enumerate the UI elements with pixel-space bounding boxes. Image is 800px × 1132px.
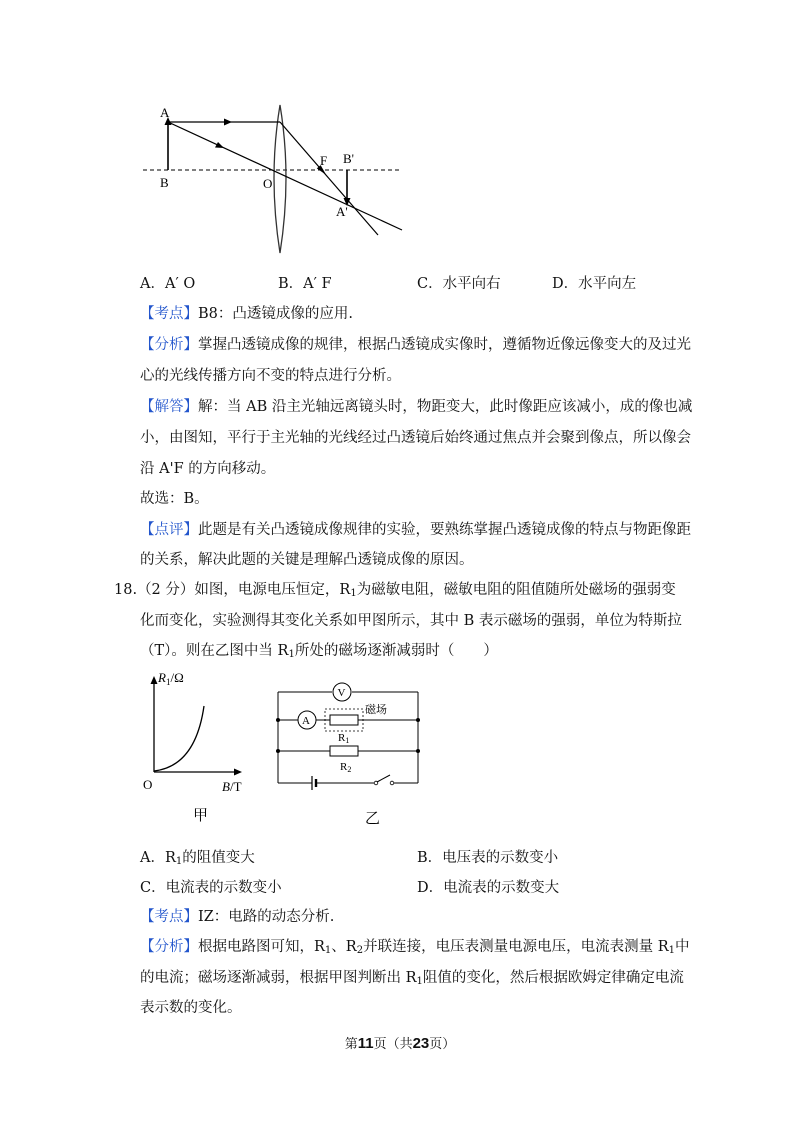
q18-fenxi-line3: 表示数的变化。 — [140, 1000, 242, 1016]
origin-label: O — [143, 777, 153, 792]
label-b: B — [160, 175, 169, 190]
q17-jieda-line2: 小，由图知，平行于主光轴的光线经过凸透镜后始终通过焦点并会聚到像点，所以像会 — [140, 430, 691, 446]
x-axis-label: B/T — [222, 779, 242, 794]
graph-jia — [140, 668, 260, 828]
q17-option-c: C．水平向右 — [417, 276, 501, 292]
q17-answer: 故选：B。 — [140, 491, 209, 507]
q18-option-c: C．电流表的示数变小 — [140, 880, 282, 896]
q17-option-d: D．水平向左 — [552, 276, 637, 292]
q18-stem-line3: （T）。则在乙图中当 $R_1$所处的磁场逐渐减弱时（ ） — [140, 643, 498, 660]
resistance-curve — [154, 706, 204, 771]
q17-jieda-line1: 【解答】解：当 AB 沿主光轴远离镜头时，物距变大，此时像距应该减小，成的像也减 — [140, 399, 693, 415]
q18-option-a: A．$R_1$的阻值变大 — [140, 850, 255, 867]
q18-option-d: D．电流表的示数变大 — [417, 880, 560, 896]
label-a: A — [160, 105, 170, 120]
page-footer: 第11页（共23页） — [344, 1035, 456, 1052]
label-a-prime: A' — [336, 204, 348, 219]
q17-dianping-line2: 的关系，解决此题的关键是理解凸透镜成像的原因。 — [140, 552, 474, 568]
resistor-r1 — [330, 715, 358, 725]
q18-fenxi-line2: 的电流；磁场逐渐减弱，根据甲图判断出 $R_1$阻值的变化，然后根据欧姆定律确定电流 — [140, 970, 684, 987]
label-o: O — [263, 176, 273, 191]
q17-option-a: A．A′ O — [140, 276, 196, 292]
refracted-ray — [280, 122, 378, 235]
q17-dianping-line1: 【点评】此题是有关凸透镜成像规律的实验，要熟练掌握凸透镜成像的特点与物距像距 — [140, 522, 691, 538]
caption-jia: 甲 — [193, 808, 209, 824]
field-label: 磁场 — [365, 704, 387, 716]
q17-fenxi-line2: 心的光线传播方向不变的特点进行分析。 — [140, 368, 401, 384]
r2-label: R2 — [340, 761, 352, 774]
q17-fenxi-line1: 【分析】掌握凸透镜成像的规律，根据凸透镜成实像时，遵循物近像远像变大的及过光 — [140, 337, 691, 353]
r1-label: R1 — [338, 732, 350, 745]
q18-fenxi-line1: 【分析】根据电路图可知，$R_1$、$R_2$并联连接，电压表测量电源电压，电流表测量 $R_1$中 — [140, 939, 690, 956]
q17-kaodian: 【考点】B8：凸透镜成像的应用. — [140, 306, 353, 322]
current-page: 11 — [357, 1035, 374, 1052]
q17-jieda-line3: 沿 A'F 的方向移动。 — [140, 461, 276, 477]
circuit-yi — [270, 675, 430, 830]
convex-lens-ray-diagram — [140, 95, 420, 265]
y-axis-label: $R_1/\Omega$ — [158, 670, 184, 687]
q18-number: 18. — [114, 582, 138, 598]
voltmeter-label: V — [337, 687, 346, 699]
ammeter-label: A — [302, 715, 310, 727]
q18-kaodian: 【考点】IZ：电路的动态分析. — [140, 909, 335, 925]
caption-yi: 乙 — [365, 811, 381, 827]
resistor-r2 — [330, 746, 358, 756]
q18-option-b: B．电压表的示数变小 — [417, 850, 559, 866]
q18-stem-line1: 18.（2 分）如图，电源电压恒定，$R_1$为磁敏电阻，磁敏电阻的阻值随所处磁场的强弱变 — [114, 582, 676, 599]
q18-stem-line2: 化而变化，实验测得其变化关系如甲图所示，其中 B 表示磁场的强弱，单位为特斯拉 — [140, 613, 682, 629]
total-pages: 23 — [412, 1035, 430, 1052]
label-b-prime: B' — [343, 151, 355, 166]
q17-option-b: B．A′ F — [278, 276, 332, 292]
label-f: F — [320, 153, 328, 168]
